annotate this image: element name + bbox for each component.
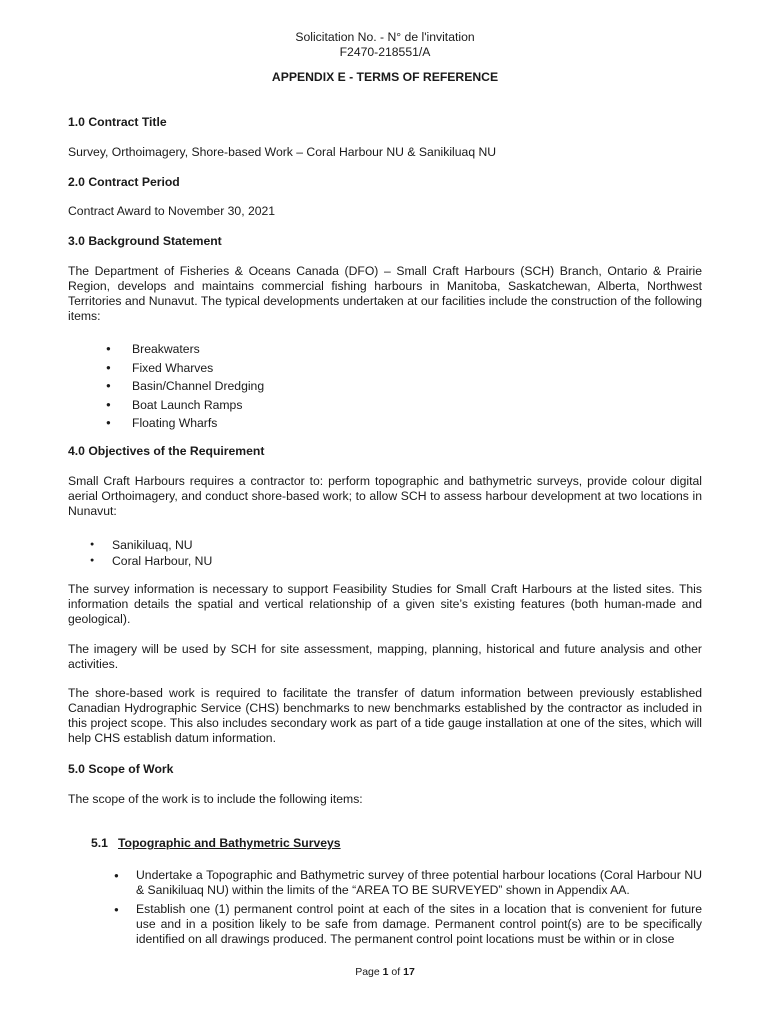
- list-item: ● Establish one (1) permanent control point at each of the sites in a location that is convenient for future use and in a position likely to be safe from damage. Permanent control point(s) are to be specifically identified on all drawings produced. The permanent control point locations must be within or in close: [136, 902, 702, 947]
- section-2-text: Contract Award to November 30, 2021: [68, 204, 276, 218]
- solicitation-number-label: Solicitation No. - N° de l'invitation: [295, 30, 475, 44]
- survey-requirements-list: [136, 868, 702, 951]
- section-4-paragraph-4: The shore-based work is required to facilitate the transfer of datum information between previously established Canadian Hydrographic Service (CHS) benchmarks to new benchmarks established by the contractor as included in this project scope. This also includes secondary work as part of a tide gauge installation at one of the sites, which will help CHS establish datum information.: [68, 686, 702, 745]
- solicitation-number: F2470-218551/A: [339, 45, 431, 59]
- list-item: ● Sanikiluaq, NU: [112, 537, 212, 553]
- of-word: of: [391, 966, 401, 978]
- page-total: 17: [403, 966, 415, 978]
- list-item: ● Coral Harbour, NU: [112, 553, 212, 569]
- solicitation-header: [0, 30, 770, 60]
- page-number: 1: [382, 966, 389, 978]
- section-4-heading: 4.0 Objectives of the Requirement: [68, 444, 265, 458]
- subsection-title: Topographic and Bathymetric Surveys: [118, 836, 341, 850]
- section-5-text: The scope of the work is to include the following items:: [68, 792, 363, 806]
- subsection-5-1-heading: [91, 836, 341, 851]
- list-item: ● Breakwaters: [132, 340, 264, 359]
- section-4-paragraph-3: The imagery will be used by SCH for site assessment, mapping, planning, historical and future analysis and other activities.: [68, 642, 702, 671]
- section-4-text: Small Craft Harbours requires a contractor to: perform topographic and bathymetric surveys, provide colour digital aerial Orthoimagery, and conduct shore-based work; to allow SCH to assess harbour development at two locations in Nunavut:: [68, 474, 702, 518]
- list-item: ● Floating Wharfs: [132, 414, 264, 433]
- section-2-heading: 2.0 Contract Period: [68, 175, 180, 189]
- section-3-heading: 3.0 Background Statement: [68, 234, 222, 248]
- list-item: ● Undertake a Topographic and Bathymetric survey of three potential harbour locations (Coral Harbour NU & Sanikiluaq NU) within the limits of the “AREA TO BE SURVEYED” shown in Appendix AA.: [136, 868, 702, 898]
- page-word: Page: [355, 966, 380, 978]
- section-3-text: The Department of Fisheries & Oceans Canada (DFO) – Small Craft Harbours (SCH) Branch, Ontario & Prairie Region, develops and maintains commercial fishing harbours in Manitoba, Saskatchewan, Alberta, Northwest Territories and Nunavut. The typical developments undertaken at our facilities include the construction of the following items:: [68, 264, 702, 323]
- development-items-list: [132, 340, 264, 433]
- section-1-text: Survey, Orthoimagery, Shore-based Work – Coral Harbour NU & Sanikiluaq NU: [68, 145, 497, 159]
- page-footer: [0, 965, 770, 980]
- appendix-title: APPENDIX E - TERMS OF REFERENCE: [271, 70, 499, 84]
- list-item: ● Boat Launch Ramps: [132, 396, 264, 415]
- section-5-heading: 5.0 Scope of Work: [68, 762, 174, 776]
- list-item: ● Fixed Wharves: [132, 359, 264, 378]
- subsection-number: 5.1: [91, 836, 108, 850]
- section-4-paragraph-2: The survey information is necessary to support Feasibility Studies for Small Craft Harbours at the listed sites. This information details the spatial and vertical relationship of a given site’s existing features (both human-made and geological).: [68, 582, 702, 626]
- section-1-heading: 1.0 Contract Title: [68, 115, 167, 129]
- locations-list: [112, 537, 212, 569]
- list-item: ● Basin/Channel Dredging: [132, 377, 264, 396]
